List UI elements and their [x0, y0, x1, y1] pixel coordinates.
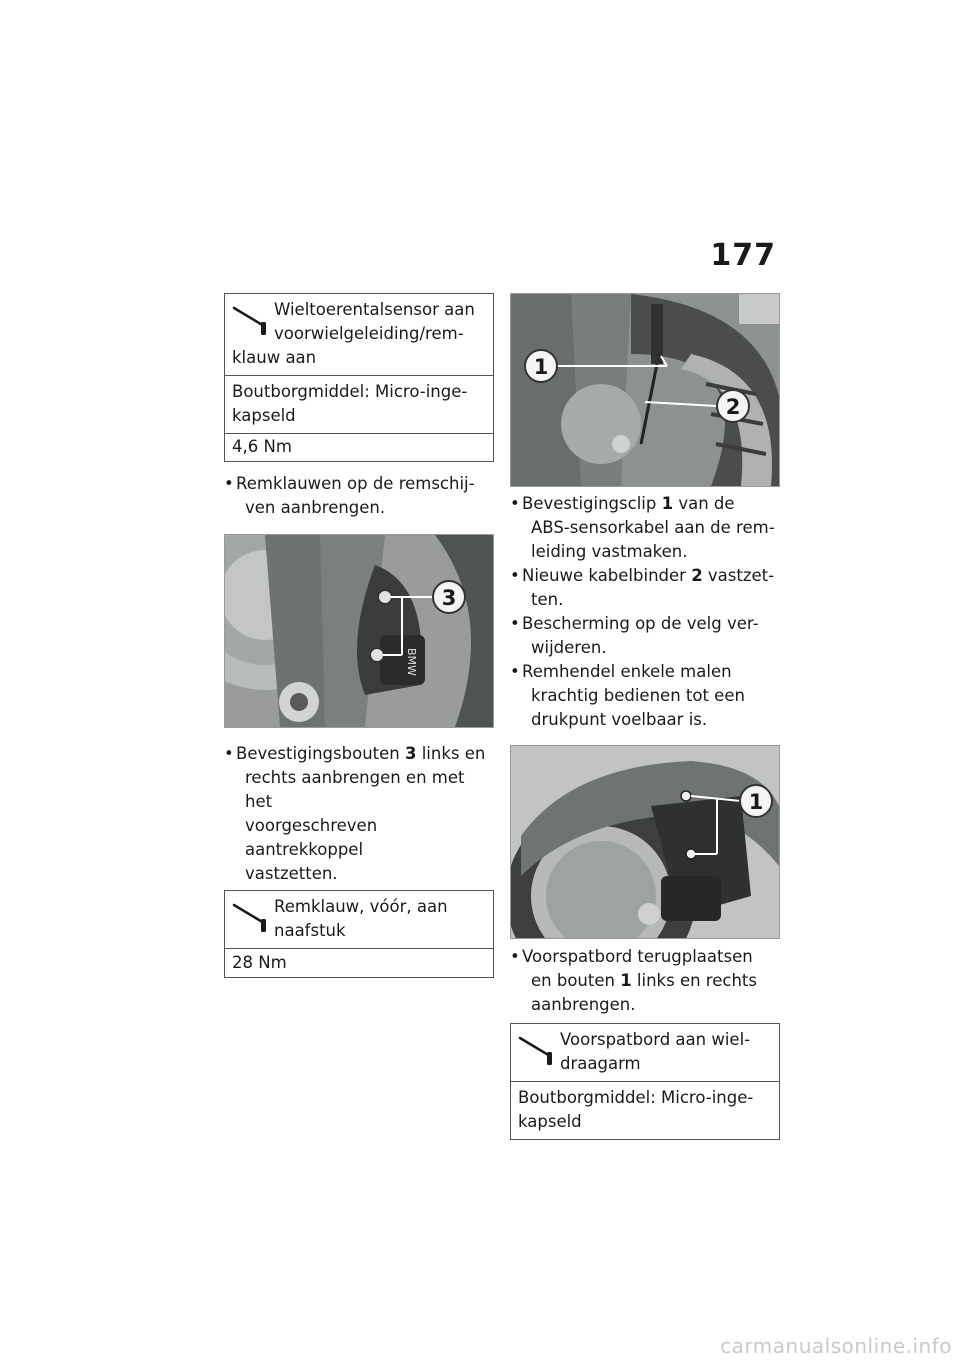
- list-item-text: aanbrengen.: [531, 995, 636, 1014]
- table-header-line: Voorspatbord aan wiel-: [560, 1030, 751, 1049]
- table-torque-row: 4,6 Nm: [232, 437, 292, 456]
- callout-3: 3: [441, 586, 457, 610]
- bullet-icon: •: [510, 947, 520, 966]
- list-item: [224, 742, 494, 886]
- table-header-line: draagarm: [560, 1054, 641, 1073]
- abs-sensor-cable-photo: [510, 293, 780, 487]
- callout-1: 1: [533, 355, 549, 379]
- table-header-line: voorwielgeleiding/rem-: [274, 324, 464, 343]
- bullet-icon: •: [510, 614, 520, 633]
- torque-wrench-icon: [231, 304, 271, 336]
- list-item-text: Bescherming op de velg ver-: [522, 614, 759, 633]
- brake-caliper-photo: [224, 534, 494, 728]
- page-number: 177: [710, 238, 776, 273]
- agent-text: Boutborgmiddel: Micro-inge-: [232, 382, 468, 401]
- list-item: [510, 492, 780, 564]
- list-item-text: wijderen.: [531, 638, 607, 657]
- table-header-line: naafstuk: [274, 921, 346, 940]
- table-header: [225, 294, 493, 376]
- list-item: [510, 945, 780, 1017]
- table-agent-row: [225, 376, 493, 434]
- list-item: [510, 660, 780, 732]
- right-column: [510, 293, 780, 1140]
- list-item-text: Remhendel enkele malen: [522, 662, 732, 681]
- bullet-icon: •: [510, 494, 520, 513]
- front-mudguard-photo: [510, 745, 780, 939]
- mudguard-illustration: [511, 746, 779, 938]
- table-torque-row: 28 Nm: [232, 953, 287, 972]
- torque-table-mudguard: [510, 1023, 780, 1140]
- list-item: [224, 472, 494, 520]
- list-item-text: ABS-sensorkabel aan de rem-: [531, 518, 775, 537]
- list-item-text: ven aanbrengen.: [245, 498, 386, 517]
- torque-table-caliper: [224, 890, 494, 978]
- list-item-text: drukpunt voelbaar is.: [531, 710, 708, 729]
- torque-table-wheel-sensor: [224, 293, 494, 462]
- table-header: [225, 891, 493, 949]
- bullet-icon: •: [224, 744, 234, 763]
- table-header-line: klauw aan: [232, 348, 317, 367]
- list-item-text: Nieuwe kabelbinder 2 vastzet-: [522, 566, 775, 585]
- table-header-line: Remklauw, vóór, aan: [274, 897, 448, 916]
- torque-wrench-icon: [517, 1034, 557, 1066]
- table-header-line: Wieltoerentalsensor aan: [274, 300, 475, 319]
- list-item-text: voorgeschreven aantrekkoppel: [245, 816, 378, 859]
- agent-text: kapseld: [518, 1112, 582, 1131]
- abs-sensor-illustration: [511, 294, 779, 486]
- table-agent-row: [511, 1082, 779, 1139]
- watermark: carmanualsonline.info: [720, 1334, 952, 1358]
- list-item-text: Bevestigingsclip 1 van de: [522, 494, 735, 513]
- bullet-icon: •: [510, 662, 520, 681]
- list-item-text: vastzetten.: [245, 864, 338, 883]
- list-item-text: rechts aanbrengen en met het: [245, 768, 465, 811]
- bullet-icon: •: [510, 566, 520, 585]
- list-item: [510, 612, 780, 660]
- left-column: [224, 293, 494, 978]
- list-item-text: leiding vastmaken.: [531, 542, 688, 561]
- torque-wrench-icon: [231, 901, 271, 933]
- bullet-icon: •: [224, 474, 234, 493]
- list-item-text: Remklauwen op de remschij-: [236, 474, 475, 493]
- list-item-text: en bouten 1 links en rechts: [531, 971, 757, 990]
- list-item-text: krachtig bedienen tot een: [531, 686, 745, 705]
- brake-caliper-illustration: [225, 535, 493, 727]
- svg-text:BMW: BMW: [405, 648, 418, 676]
- list-item-text: Voorspatbord terugplaatsen: [522, 947, 753, 966]
- agent-text: kapseld: [232, 406, 296, 425]
- list-item-text: Bevestigingsbouten 3 links en: [236, 744, 486, 763]
- table-header: [511, 1024, 779, 1082]
- callout-2: 2: [725, 395, 741, 419]
- callout-1: 1: [748, 790, 764, 814]
- list-item: [510, 564, 780, 612]
- agent-text: Boutborgmiddel: Micro-inge-: [518, 1088, 754, 1107]
- list-item-text: ten.: [531, 590, 564, 609]
